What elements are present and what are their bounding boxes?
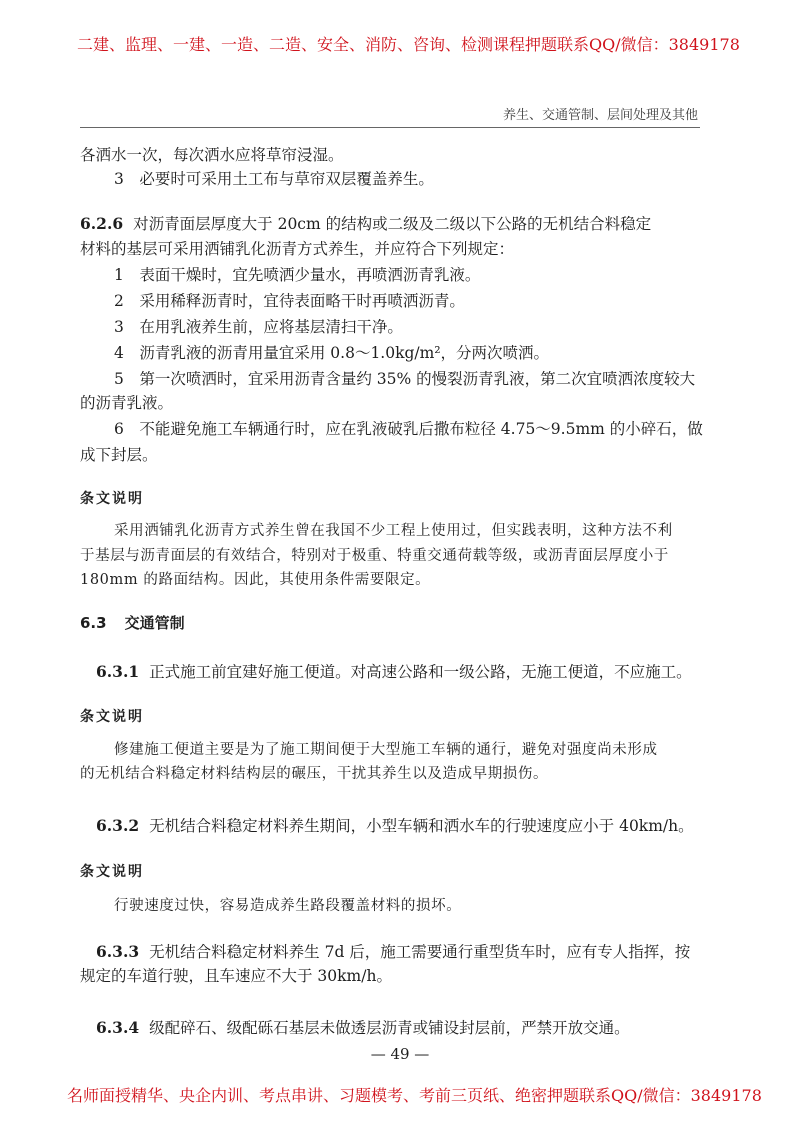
clause-number: 6.3.4 [96,1018,140,1037]
explanation-heading: 条文说明 [80,491,144,507]
list-item: 5 第一次喷洒时，宜采用沥青含量约 35% 的慢裂沥青乳液，第二次宜喷洒浓度较大 [114,370,696,388]
clause-text: 无机结合料稳定材料养生期间，小型车辆和洒水车的行驶速度应小于 40km/h。 [149,817,694,835]
paragraph-line: 的沥青乳液。 [80,394,174,412]
list-item: 3 必要时可采用土工布与草帘双层覆盖养生。 [114,170,434,188]
section-title: 交通管制 [124,614,185,632]
running-header: 养生、交通管制、层间处理及其他 [502,108,698,123]
clause-6-3-3 [80,944,700,961]
clause-6-2-6 [80,216,700,233]
top-banner: 二建、监理、一建、一造、二造、安全、消防、咨询、检测课程押题联系QQ/微信：3849178 [77,35,740,54]
list-item: 3 在用乳液养生前，应将基层清扫干净。 [114,318,403,336]
list-item: 6 不能避免施工车辆通行时，应在乳液破乳后撒布粒径 4.75～9.5mm 的小碎石，做 [114,420,703,438]
paragraph-line: 各洒水一次，每次洒水应将草帘浸湿。 [80,146,344,164]
explanation-heading: 条文说明 [80,709,144,725]
paragraph-line: 规定的车道行驶，且车速应不大于 30km/h。 [80,967,392,985]
explanation-text: 行驶速度过快，容易造成养生路段覆盖材料的损坏。 [114,898,462,914]
explanation-text: 采用洒铺乳化沥青方式养生曾在我国不少工程上使用过，但实践表明，这种方法不利 [114,523,673,539]
clause-text: 对沥青面层厚度大于 20cm 的结构或二级及二级以下公路的无机结合料稳定 [133,215,652,233]
explanation-text: 的无机结合料稳定材料结构层的碾压，干扰其养生以及造成早期损伤。 [80,766,549,782]
clause-number: 6.3.1 [96,662,140,681]
clause-6-3-2 [80,818,700,835]
clause-text: 正式施工前宜建好施工便道。对高速公路和一级公路，无施工便道，不应施工。 [149,663,692,681]
section-heading-6-3 [80,616,700,631]
list-item: 2 采用稀释沥青时，宜待表面略干时再喷洒沥青。 [114,292,465,310]
clause-number: 6.3.2 [96,816,140,835]
header-rule [80,127,700,128]
clause-6-3-1 [80,664,700,681]
clause-text: 无机结合料稳定材料养生 7d 后，施工需要通行重型货车时，应有专人指挥，按 [149,943,691,961]
clause-text: 级配碎石、级配砾石基层未做透层沥青或铺设封层前，严禁开放交通。 [149,1019,630,1037]
bottom-banner: 名师面授精华、央企内训、考点串讲、习题模考、考前三页纸、绝密押题联系QQ/微信：3849178 [67,1086,762,1105]
paragraph-line: 成下封层。 [80,446,158,464]
explanation-text: 于基层与沥青面层的有效结合，特别对于极重、特重交通荷载等级，或沥青面层厚度小于 [80,548,669,564]
explanation-text: 180mm 的路面结构。因此，其使用条件需要限定。 [80,572,431,588]
clause-number: 6.3.3 [96,942,140,961]
list-item: 1 表面干燥时，宜先喷洒少量水，再喷洒沥青乳液。 [114,266,481,284]
clause-number: 6.2.6 [80,214,124,233]
list-item: 4 沥青乳液的沥青用量宜采用 0.8～1.0kg/m²，分两次喷洒。 [114,344,550,362]
clause-6-3-4 [80,1020,700,1037]
page-number: — 49 — [370,1045,430,1063]
explanation-heading: 条文说明 [80,864,144,880]
paragraph-line: 材料的基层可采用洒铺乳化沥青方式养生，并应符合下列规定： [80,240,515,258]
explanation-text: 修建施工便道主要是为了施工期间便于大型施工车辆的通行，避免对强度尚未形成 [114,742,658,758]
section-number: 6.3 [80,614,107,632]
